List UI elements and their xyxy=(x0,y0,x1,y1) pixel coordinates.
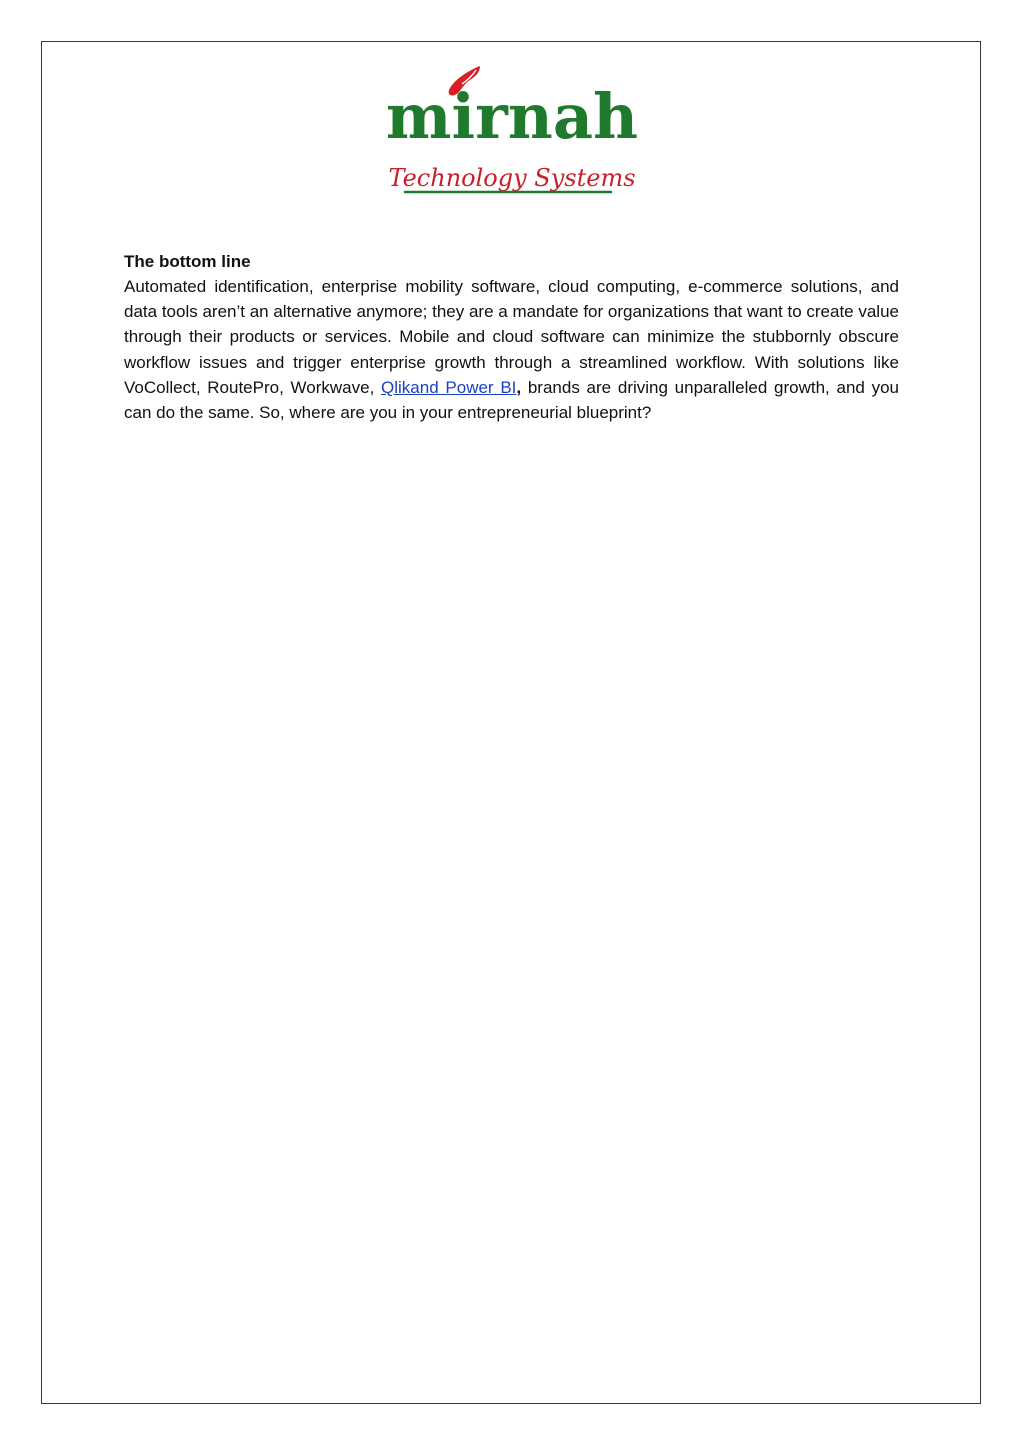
logo-graphic xyxy=(376,60,648,202)
link-comma: , xyxy=(516,377,522,397)
paragraph-text-1: Automated identification, enterprise mobility software, cloud computing, e-commerce solutions, and data tools aren’t an alternative anymore; they are a mandate for organizations that want to create value through their products or services. Mobile and cloud software can minimize the stubbornly obscure workflow issues and trigger enterprise growth through a streamlined workflow. With solutions like VoCollect, RoutePro, Workwave, xyxy=(124,277,899,397)
section-paragraph xyxy=(124,274,899,425)
company-logo xyxy=(376,60,648,202)
qlik-power-bi-link[interactable]: Qlikand Power BI xyxy=(381,377,517,397)
section-heading: The bottom line xyxy=(124,252,251,271)
tagline-text: Technology Systems xyxy=(388,164,636,192)
paragraph-text-2: brands are driving unparalleled growth, and you can do the same. So, where are you in your entrepreneurial blueprint? xyxy=(124,377,900,423)
page-border xyxy=(41,41,981,1404)
brand-wordmark: mirnah xyxy=(385,80,639,153)
main-content xyxy=(124,249,899,425)
